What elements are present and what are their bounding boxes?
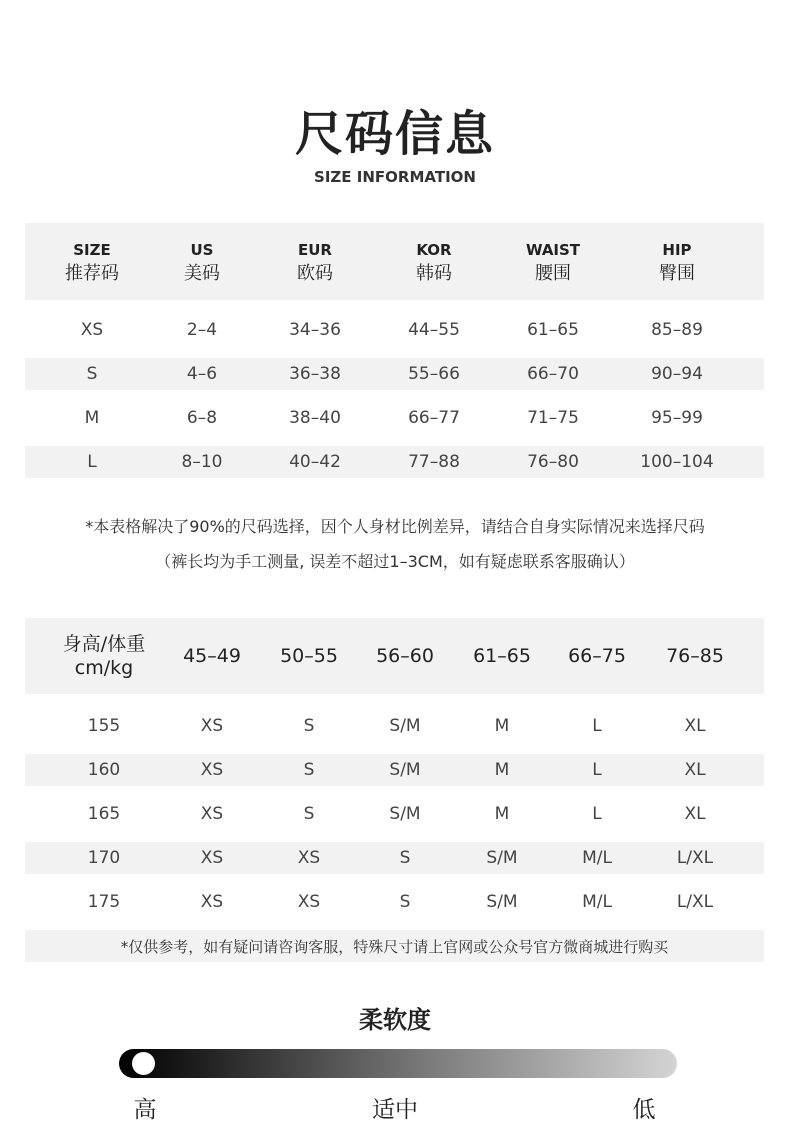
size-row-xs [25, 314, 764, 346]
table-cell: 77–88 [408, 452, 460, 472]
fit-note: *仅供参考，如有疑问请咨询客服，特殊尺寸请上官网或公众号官方微商城进行购买 [25, 930, 764, 962]
table-cell: L [592, 716, 602, 736]
table-cell: 76–80 [527, 452, 579, 472]
header-weight: 76–85 [666, 645, 724, 667]
table-cell: 95–99 [651, 408, 703, 428]
table-cell: XS [297, 848, 321, 868]
table-cell: L [592, 804, 602, 824]
table-cell: S/M [389, 716, 421, 736]
header-height-weight: 身高/体重 cm/kg [62, 633, 146, 679]
fit-table-header [25, 618, 764, 694]
height-cell: 175 [87, 892, 121, 912]
fit-row-170 [25, 842, 764, 874]
table-cell: XS [297, 892, 321, 912]
softness-gradient-bar [119, 1049, 677, 1078]
table-cell: 71–75 [527, 408, 579, 428]
header-size: SIZE 推荐码 [65, 240, 119, 284]
table-cell: S/M [486, 892, 518, 912]
table-cell: M [494, 760, 510, 780]
header-waist: WAIST 腰围 [525, 240, 581, 284]
table-cell: S [399, 892, 411, 912]
header-us: US 美码 [184, 240, 220, 284]
table-cell: 85–89 [651, 320, 703, 340]
height-cell: 165 [87, 804, 121, 824]
table-cell: M [494, 716, 510, 736]
softness-level-low: 低 [632, 1097, 656, 1123]
table-cell: M [494, 804, 510, 824]
height-cell: 160 [87, 760, 121, 780]
table-cell: XS [200, 892, 224, 912]
table-cell: M/L [582, 892, 612, 912]
table-cell: S/M [389, 804, 421, 824]
fit-row-175 [25, 886, 764, 918]
table-cell: L [592, 760, 602, 780]
table-cell: XS [200, 716, 224, 736]
size-note-line2: （裤长均为手工测量, 误差不超过1–3CM，如有疑虑联系客服确认） [155, 552, 635, 571]
header-weight: 61–65 [473, 645, 531, 667]
table-cell: S [86, 364, 98, 384]
table-cell: S [303, 760, 315, 780]
table-cell: 40–42 [289, 452, 341, 472]
table-cell: S [303, 804, 315, 824]
table-cell: 34–36 [289, 320, 341, 340]
size-table [25, 223, 764, 479]
table-cell: M [84, 408, 100, 428]
softness-indicator [132, 1052, 155, 1075]
table-cell: XL [684, 804, 706, 824]
size-row-s [25, 358, 764, 390]
table-cell: S [399, 848, 411, 868]
table-cell: 90–94 [651, 364, 703, 384]
size-row-l [25, 446, 764, 478]
page-subtitle: SIZE INFORMATION [314, 168, 476, 186]
table-cell: XS [80, 320, 104, 340]
height-cell: 170 [87, 848, 121, 868]
table-cell: 100–104 [640, 452, 714, 472]
table-cell: XL [684, 716, 706, 736]
table-cell: 44–55 [408, 320, 460, 340]
table-cell: 6–8 [186, 408, 218, 428]
table-cell: 2–4 [186, 320, 218, 340]
header-weight: 56–60 [376, 645, 434, 667]
header-eur: EUR 欧码 [297, 240, 333, 284]
table-cell: M/L [582, 848, 612, 868]
page-title: 尺码信息 [294, 106, 495, 162]
fit-table [25, 618, 764, 918]
header-hip: HIP 臀围 [659, 240, 695, 284]
fit-row-160 [25, 754, 764, 786]
header-weight: 50–55 [280, 645, 338, 667]
table-cell: XS [200, 848, 224, 868]
table-cell: 61–65 [527, 320, 579, 340]
table-cell: XL [684, 760, 706, 780]
table-cell: L/XL [676, 892, 714, 912]
header-weight: 66–75 [568, 645, 626, 667]
header-weight: 45–49 [183, 645, 241, 667]
softness-title: 柔软度 [359, 1006, 431, 1034]
table-cell: L/XL [676, 848, 714, 868]
table-cell: 66–77 [408, 408, 460, 428]
table-cell: 55–66 [408, 364, 460, 384]
table-cell: 4–6 [186, 364, 218, 384]
table-cell: 66–70 [527, 364, 579, 384]
size-row-m [25, 402, 764, 434]
table-cell: L [87, 452, 97, 472]
table-cell: 36–38 [289, 364, 341, 384]
table-cell: XS [200, 804, 224, 824]
height-cell: 155 [87, 716, 121, 736]
softness-level-medium: 适中 [372, 1097, 418, 1123]
fit-row-165 [25, 798, 764, 830]
size-table-header [25, 223, 764, 300]
table-cell: S/M [389, 760, 421, 780]
table-cell: 8–10 [181, 452, 223, 472]
size-note-line1: *本表格解决了90%的尺码选择，因个人身材比例差异，请结合自身实际情况来选择尺码 [85, 517, 705, 536]
fit-row-155 [25, 710, 764, 742]
header-kor: KOR 韩码 [416, 240, 452, 284]
table-cell: 38–40 [289, 408, 341, 428]
table-cell: XS [200, 760, 224, 780]
table-cell: S [303, 716, 315, 736]
table-cell: S/M [486, 848, 518, 868]
softness-level-high: 高 [133, 1097, 157, 1123]
